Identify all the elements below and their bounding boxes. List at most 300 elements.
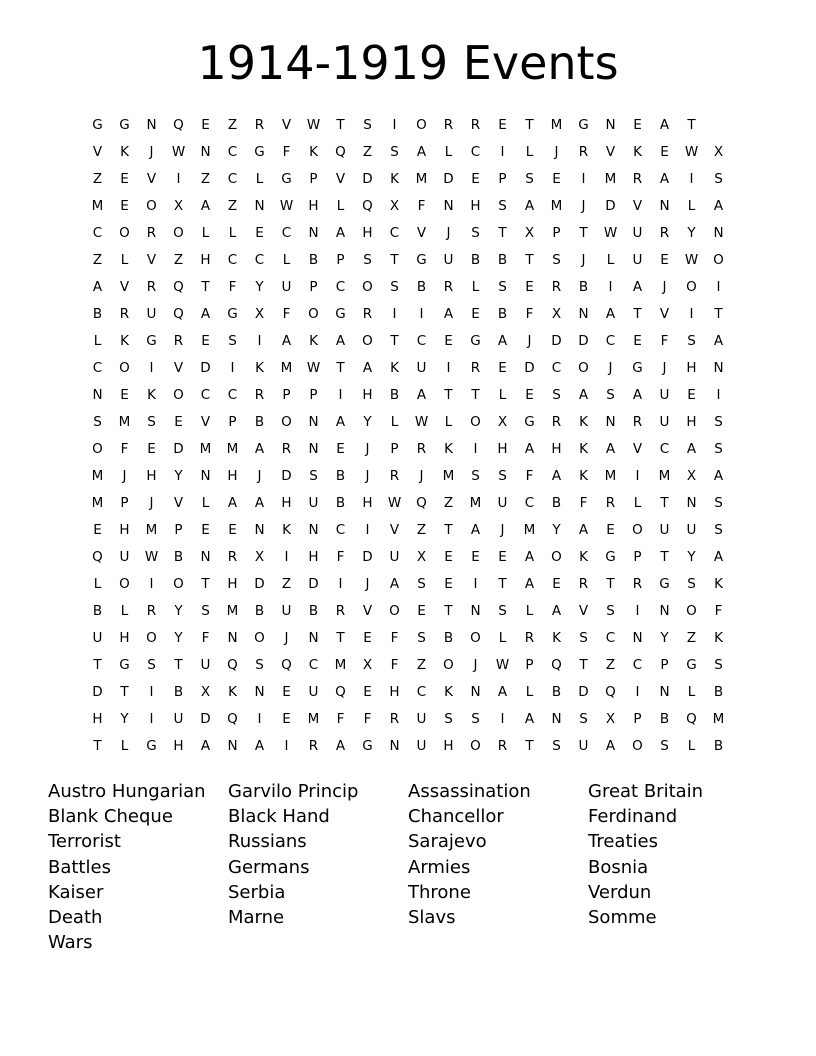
grid-letter: V (335, 171, 346, 187)
grid-letter: R (254, 387, 265, 403)
grid-letter: U (686, 522, 697, 538)
grid-letter: E (363, 684, 372, 700)
grid-letter: Z (227, 198, 238, 214)
grid-letter: C (200, 387, 211, 403)
grid-letter: P (525, 657, 534, 673)
grid-letter: N (200, 468, 211, 484)
grid-letter: B (335, 495, 346, 511)
grid-letter: U (659, 522, 670, 538)
grid-letter: T (390, 333, 399, 349)
word-list-item: Great Britain (588, 781, 704, 802)
word-list-item: Verdun (588, 881, 652, 903)
grid-letter: W (387, 495, 402, 511)
grid-letter: W (495, 657, 510, 673)
grid-letter: U (497, 495, 508, 511)
grid-letter: R (497, 738, 508, 754)
grid-letter: F (336, 549, 345, 565)
grid-letter: R (578, 576, 589, 592)
grid-letter: H (227, 468, 238, 484)
grid-letter: O (92, 441, 103, 457)
grid-letter: I (635, 684, 640, 700)
grid-letter: N (254, 684, 265, 700)
grid-row (84, 139, 732, 166)
grid-letter: X (173, 198, 184, 214)
grid-letter: Q (416, 495, 427, 511)
grid-letter: S (660, 738, 669, 754)
grid-letter: L (255, 171, 264, 187)
grid-letter: D (578, 684, 589, 700)
grid-letter: I (392, 117, 397, 133)
grid-letter: L (201, 225, 210, 241)
grid-letter: T (336, 360, 345, 376)
grid-letter: M (712, 711, 725, 727)
grid-letter: B (254, 603, 265, 619)
grid-letter: R (470, 360, 481, 376)
grid-letter: E (201, 333, 210, 349)
grid-letter: V (632, 198, 643, 214)
grid-letter: C (92, 225, 103, 241)
grid-letter: A (200, 198, 211, 214)
grid-letter: S (93, 414, 102, 430)
grid-letter: O (362, 333, 373, 349)
grid-letter: R (470, 117, 481, 133)
grid-letter: B (578, 279, 589, 295)
grid-letter: L (471, 279, 480, 295)
grid-letter: X (605, 711, 616, 727)
grid-letter: X (362, 657, 373, 673)
grid-letter: C (335, 522, 346, 538)
grid-letter: A (524, 711, 535, 727)
word-list-item: Bosnia (588, 856, 649, 878)
grid-letter: E (444, 333, 453, 349)
grid-letter: O (254, 630, 265, 646)
grid-letter: K (120, 144, 129, 160)
word-list-item: Chancellor (408, 806, 504, 828)
grid-letter: N (308, 522, 319, 538)
grid-letter: L (282, 252, 291, 268)
grid-letter: T (93, 657, 102, 673)
grid-letter: N (470, 684, 481, 700)
grid-letter: P (174, 522, 183, 538)
grid-letter: A (92, 279, 103, 295)
grid-letter: G (470, 333, 481, 349)
grid-letter: W (603, 225, 618, 241)
grid-letter: L (525, 603, 534, 619)
grid-letter: A (659, 171, 670, 187)
grid-letter: P (120, 495, 129, 511)
word-list-item: Throne (408, 881, 471, 903)
word-list-item: Somme (588, 907, 657, 928)
grid-letter: R (632, 414, 643, 430)
grid-letter: F (390, 630, 399, 646)
grid-letter: H (281, 495, 292, 511)
grid-letter: T (660, 549, 669, 565)
grid-letter: U (200, 657, 211, 673)
grid-letter: I (257, 333, 262, 349)
grid-letter: H (551, 441, 562, 457)
grid-letter: U (416, 711, 427, 727)
grid-letter: S (606, 603, 615, 619)
grid-letter: H (470, 198, 481, 214)
grid-letter: R (119, 306, 130, 322)
grid-letter: E (120, 198, 129, 214)
word-list-item: Black Hand (228, 806, 330, 828)
grid-letter: M (199, 441, 212, 457)
grid-letter: T (687, 117, 696, 133)
grid-letter: C (470, 144, 481, 160)
grid-letter: C (308, 657, 319, 673)
grid-letter: S (714, 495, 723, 511)
grid-letter: H (362, 495, 373, 511)
grid-letter: T (174, 657, 183, 673)
grid-letter: K (633, 144, 642, 160)
grid-letter: C (416, 684, 427, 700)
grid-letter: E (93, 522, 102, 538)
grid-letter: F (417, 198, 426, 214)
grid-letter: G (119, 657, 130, 673)
grid-letter: C (416, 333, 427, 349)
grid-letter: S (363, 252, 372, 268)
grid-letter: Z (281, 576, 292, 592)
grid-letter: R (416, 441, 427, 457)
grid-letter: G (632, 360, 643, 376)
grid-letter: S (552, 738, 561, 754)
grid-letter: A (713, 549, 724, 565)
grid-letter: V (632, 441, 643, 457)
grid-letter: Q (335, 684, 346, 700)
grid-letter: K (390, 360, 399, 376)
grid-letter: S (201, 603, 210, 619)
grid-letter: K (579, 549, 588, 565)
grid-letter: V (146, 171, 157, 187)
grid-letter: Y (687, 225, 696, 241)
grid-letter: B (308, 603, 319, 619)
grid-letter: M (226, 603, 239, 619)
grid-letter: L (336, 198, 345, 214)
grid-letter: H (443, 738, 454, 754)
grid-letter: M (523, 522, 536, 538)
grid-letter: A (551, 468, 562, 484)
grid-letter: L (120, 738, 129, 754)
grid-letter: T (444, 603, 453, 619)
grid-letter: S (498, 279, 507, 295)
grid-letter: U (119, 549, 130, 565)
grid-letter: E (282, 684, 291, 700)
grid-letter: K (228, 684, 237, 700)
grid-letter: M (280, 360, 293, 376)
grid-letter: C (281, 225, 292, 241)
grid-letter: C (92, 360, 103, 376)
grid-letter: T (201, 279, 210, 295)
grid-letter: O (686, 603, 697, 619)
grid-letter: V (578, 603, 589, 619)
grid-row (84, 679, 732, 706)
grid-letter: I (365, 522, 370, 538)
grid-letter: U (578, 738, 589, 754)
grid-letter: F (714, 603, 723, 619)
grid-letter: I (446, 360, 451, 376)
grid-letter: G (146, 333, 157, 349)
grid-letter: M (658, 468, 671, 484)
grid-letter: N (659, 198, 670, 214)
grid-letter: E (201, 522, 210, 538)
grid-letter: E (498, 117, 507, 133)
grid-letter: S (687, 333, 696, 349)
grid-letter: E (417, 603, 426, 619)
grid-letter: L (390, 414, 399, 430)
grid-letter: O (281, 414, 292, 430)
grid-letter: G (227, 306, 238, 322)
grid-letter: U (281, 603, 292, 619)
grid-letter: F (336, 711, 345, 727)
grid-letter: X (524, 225, 535, 241)
grid-letter: V (362, 603, 373, 619)
letter-grid (84, 112, 732, 760)
grid-letter: C (605, 333, 616, 349)
grid-letter: E (120, 387, 129, 403)
grid-letter: P (498, 171, 507, 187)
grid-letter: R (308, 738, 319, 754)
grid-letter: C (659, 441, 670, 457)
grid-letter: T (201, 576, 210, 592)
grid-letter: K (309, 144, 318, 160)
grid-row (84, 220, 732, 247)
grid-letter: P (309, 279, 318, 295)
grid-letter: Q (173, 306, 184, 322)
grid-letter: I (689, 306, 694, 322)
grid-letter: B (443, 630, 454, 646)
grid-letter: F (660, 333, 669, 349)
grid-letter: Q (362, 198, 373, 214)
grid-letter: A (227, 495, 238, 511)
grid-letter: A (578, 387, 589, 403)
grid-letter: I (473, 576, 478, 592)
grid-letter: T (525, 252, 534, 268)
grid-letter: L (687, 684, 696, 700)
grid-letter: F (120, 441, 129, 457)
grid-letter: G (524, 414, 535, 430)
grid-letter: E (552, 171, 561, 187)
grid-letter: N (254, 522, 265, 538)
grid-letter: L (525, 684, 534, 700)
grid-letter: O (470, 630, 481, 646)
grid-letter: W (144, 549, 159, 565)
grid-letter: C (524, 495, 535, 511)
grid-letter: U (173, 711, 184, 727)
grid-letter: P (309, 387, 318, 403)
grid-letter: U (632, 225, 643, 241)
grid-letter: O (173, 387, 184, 403)
grid-letter: A (335, 225, 346, 241)
grid-letter: C (227, 171, 238, 187)
grid-letter: A (416, 144, 427, 160)
grid-letter: S (498, 603, 507, 619)
grid-letter: N (308, 441, 319, 457)
grid-letter: J (149, 495, 154, 511)
grid-letter: D (281, 468, 292, 484)
word-list-item: Russians (228, 831, 307, 853)
grid-letter: O (470, 738, 481, 754)
grid-letter: D (173, 441, 184, 457)
grid-letter: A (443, 306, 454, 322)
grid-row (84, 733, 732, 760)
grid-letter: Z (605, 657, 616, 673)
word-list-item: Blank Cheque (48, 806, 173, 828)
grid-letter: Y (174, 603, 183, 619)
grid-letter: S (606, 387, 615, 403)
grid-letter: W (171, 144, 186, 160)
grid-letter: E (147, 441, 156, 457)
grid-letter: N (659, 684, 670, 700)
grid-letter: Q (281, 657, 292, 673)
grid-letter: M (118, 414, 131, 430)
grid-letter: X (200, 684, 211, 700)
grid-letter: N (551, 711, 562, 727)
grid-letter: R (335, 603, 346, 619)
word-list-item: Wars (48, 932, 93, 954)
grid-letter: C (389, 225, 400, 241)
grid-letter: K (579, 468, 588, 484)
grid-letter: T (444, 387, 453, 403)
word-list-item: Garvilo Princip (228, 781, 359, 802)
grid-letter: G (416, 252, 427, 268)
grid-letter: R (173, 333, 184, 349)
grid-letter: F (525, 306, 534, 322)
grid-letter: U (632, 252, 643, 268)
grid-row (84, 490, 732, 517)
grid-letter: S (147, 414, 156, 430)
grid-letter: C (605, 630, 616, 646)
grid-letter: S (714, 522, 723, 538)
grid-letter: S (471, 711, 480, 727)
grid-letter: J (257, 468, 262, 484)
grid-letter: T (579, 225, 588, 241)
grid-letter: I (149, 576, 154, 592)
grid-letter: G (335, 306, 346, 322)
grid-letter: H (308, 549, 319, 565)
grid-letter: T (390, 252, 399, 268)
grid-letter: H (686, 360, 697, 376)
grid-letter: C (227, 144, 238, 160)
grid-letter: A (335, 738, 346, 754)
grid-letter: O (389, 603, 400, 619)
grid-letter: C (632, 657, 643, 673)
grid-letter: Y (174, 468, 183, 484)
grid-letter: L (444, 414, 453, 430)
grid-letter: C (254, 252, 265, 268)
grid-letter: G (686, 657, 697, 673)
grid-letter: R (389, 468, 400, 484)
page-title: 1914-1919 Events (197, 36, 619, 90)
grid-letter: S (444, 711, 453, 727)
grid-letter: N (605, 117, 616, 133)
grid-letter: S (390, 279, 399, 295)
grid-letter: B (713, 684, 724, 700)
grid-letter: M (226, 441, 239, 457)
grid-letter: R (362, 306, 373, 322)
grid-letter: Q (605, 684, 616, 700)
grid-letter: I (392, 306, 397, 322)
grid-letter: E (336, 441, 345, 457)
grid-letter: D (362, 171, 373, 187)
grid-letter: B (254, 414, 265, 430)
grid-letter: O (416, 117, 427, 133)
grid-letter: G (362, 738, 373, 754)
grid-letter: L (201, 495, 210, 511)
grid-letter: M (550, 198, 563, 214)
grid-letter: G (605, 549, 616, 565)
grid-letter: V (605, 144, 616, 160)
grid-letter: D (443, 171, 454, 187)
grid-letter: L (498, 630, 507, 646)
grid-letter: A (578, 522, 589, 538)
grid-letter: J (581, 198, 586, 214)
grid-letter: I (608, 279, 613, 295)
grid-letter: S (552, 252, 561, 268)
grid-row (84, 598, 732, 625)
grid-letter: T (525, 117, 534, 133)
grid-letter: R (227, 549, 238, 565)
grid-letter: E (120, 171, 129, 187)
grid-letter: G (92, 117, 103, 133)
grid-letter: M (469, 495, 482, 511)
grid-row (84, 706, 732, 733)
grid-row (84, 544, 732, 571)
grid-letter: N (713, 360, 724, 376)
grid-letter: F (525, 468, 534, 484)
grid-letter: V (281, 117, 292, 133)
grid-letter: B (389, 387, 400, 403)
grid-letter: X (416, 549, 427, 565)
grid-letter: T (660, 495, 669, 511)
grid-letter: O (713, 252, 724, 268)
grid-letter: X (254, 549, 265, 565)
word-list-item: Terrorist (48, 831, 121, 853)
grid-row (84, 355, 732, 382)
grid-letter: Q (92, 549, 103, 565)
grid-letter: P (633, 711, 642, 727)
grid-letter: S (579, 630, 588, 646)
grid-letter: W (684, 252, 699, 268)
grid-row (84, 247, 732, 274)
grid-letter: B (659, 711, 670, 727)
grid-letter: M (604, 171, 617, 187)
grid-letter: K (579, 441, 588, 457)
grid-letter: B (92, 603, 103, 619)
grid-letter: I (500, 711, 505, 727)
grid-letter: I (149, 360, 154, 376)
grid-letter: I (419, 306, 424, 322)
grid-letter: M (91, 495, 104, 511)
grid-letter: I (635, 468, 640, 484)
grid-letter: A (335, 333, 346, 349)
grid-letter: Q (686, 711, 697, 727)
grid-letter: A (470, 522, 481, 538)
grid-letter: R (146, 603, 157, 619)
grid-letter: S (687, 576, 696, 592)
grid-letter: A (389, 576, 400, 592)
grid-letter: X (551, 306, 562, 322)
grid-letter: O (119, 576, 130, 592)
grid-letter: H (146, 468, 157, 484)
grid-letter: L (120, 603, 129, 619)
grid-letter: E (363, 630, 372, 646)
grid-letter: T (633, 306, 642, 322)
grid-letter: U (659, 387, 670, 403)
grid-letter: E (660, 144, 669, 160)
grid-letter: M (550, 117, 563, 133)
grid-letter: A (524, 441, 535, 457)
